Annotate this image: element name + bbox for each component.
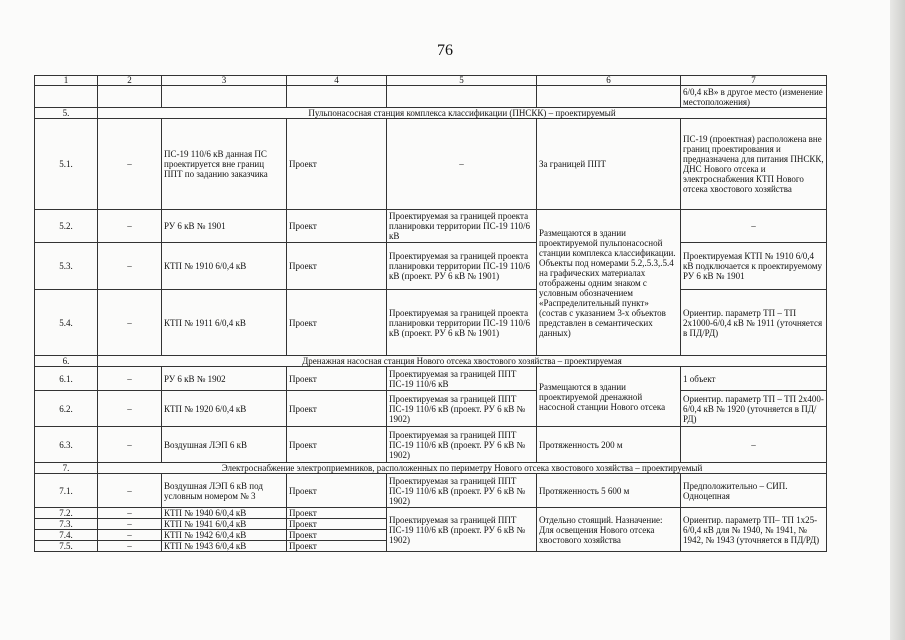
row-number: 7.1. bbox=[35, 474, 98, 508]
table-cell: Проектируемая за границей ППТ ПС-19 110/6 кВ bbox=[387, 367, 537, 391]
section-number: 5. bbox=[35, 108, 98, 119]
objects-table bbox=[34, 75, 827, 552]
table-row bbox=[35, 86, 827, 108]
table-row bbox=[35, 290, 827, 356]
table-cell: – bbox=[98, 119, 162, 210]
table-cell: Протяженность 5 600 м bbox=[537, 474, 681, 508]
table-cell: – bbox=[98, 391, 162, 427]
row-number: 5.1. bbox=[35, 119, 98, 210]
table-cell: Проект bbox=[287, 519, 387, 530]
table-cell: – bbox=[98, 508, 162, 519]
table-cell: Проектируемая за границей проекта планировки территории ПС-19 110/6 кВ (проект. РУ 6 кВ № 1901) bbox=[387, 290, 537, 356]
table-cell: Воздушная ЛЭП 6 кВ bbox=[162, 427, 287, 463]
table-cell: – bbox=[98, 530, 162, 541]
table-cell: Проект bbox=[287, 290, 387, 356]
page-number: 76 bbox=[437, 42, 453, 59]
table-cell: КТП № 1941 6/0,4 кВ bbox=[162, 519, 287, 530]
table-cell: Проект bbox=[287, 243, 387, 290]
table-cell: – bbox=[98, 519, 162, 530]
section-number: 6. bbox=[35, 356, 98, 367]
table-row bbox=[35, 367, 827, 391]
table-cell: Проект bbox=[287, 530, 387, 541]
table-cell: Проект bbox=[287, 391, 387, 427]
row-number: 5.3. bbox=[35, 243, 98, 290]
table-cell: – bbox=[681, 210, 827, 243]
table-cell: РУ 6 кВ № 1901 bbox=[162, 210, 287, 243]
table-cell: – bbox=[98, 367, 162, 391]
table-cell: Проект bbox=[287, 210, 387, 243]
table-cell: Размещаются в здании проектируемой пульпонасосной станции комплекса классификации. Объекты под номерами 5.2,.5.3,.5.4 на графических материалах отображены одним знаком с условным обозначением «Распределительный пункт» (состав с указанием 3-х объектов представлен в семантических данных) bbox=[537, 210, 681, 356]
table-cell: Проектируемая за границей ППТ ПС-19 110/6 кВ (проект. РУ 6 кВ № 1902) bbox=[387, 508, 537, 552]
table-cell: Размещаются в здании проектируемой дренажной насосной станции Нового отсека bbox=[537, 367, 681, 427]
table-cell: – bbox=[98, 541, 162, 552]
row-number: 6.3. bbox=[35, 427, 98, 463]
table-cell: Проектируемая за границей проекта планировки территории ПС-19 110/6 кВ (проект. РУ 6 кВ № 1901) bbox=[387, 243, 537, 290]
table-cell: Отдельно стоящий. Назначение: Для освещения Нового отсека хвостового хозяйства bbox=[537, 508, 681, 552]
table-row bbox=[35, 508, 827, 519]
table-cell: Проектируемая за границей ППТ ПС-19 110/6 кВ (проект. РУ 6 кВ № 1902) bbox=[387, 427, 537, 463]
table-cell: Проект bbox=[287, 367, 387, 391]
table-cell: Проект bbox=[287, 427, 387, 463]
table-cell: ПС-19 (проектная) расположена вне границ проектирования и предназначена для питания ПНСКК, ДНС Нового отсека и электроснабжения КТП Нового отсека хвостового хозяйства bbox=[681, 119, 827, 210]
table-cell: Ориентир. параметр ТП– ТП 1х25-6/0,4 кВ для № 1940, № 1941, № 1942, № 1943 (уточняется в ПД/РД) bbox=[681, 508, 827, 552]
table-cell: 6/0,4 кВ» в другое место (изменение местоположения) bbox=[681, 86, 827, 108]
table-cell: Ориентир. параметр ТП – ТП 2х400-6/0,4 кВ № 1920 (уточняется в ПД/РД) bbox=[681, 391, 827, 427]
table-cell: Проектируемая КТП № 1910 6/0,4 кВ подключается к проектируемому РУ 6 кВ № 1901 bbox=[681, 243, 827, 290]
row-number: 5.2. bbox=[35, 210, 98, 243]
row-number: 7.2. bbox=[35, 508, 98, 519]
section-row bbox=[35, 463, 827, 474]
header-cell: 2 bbox=[98, 76, 162, 86]
table-cell: Воздушная ЛЭП 6 кВ под условным номером № 3 bbox=[162, 474, 287, 508]
table-cell: Проект bbox=[287, 119, 387, 210]
table-cell: КТП № 1940 6/0,4 кВ bbox=[162, 508, 287, 519]
header-cell: 1 bbox=[35, 76, 98, 86]
table-cell: – bbox=[98, 290, 162, 356]
row-number: 7.4. bbox=[35, 530, 98, 541]
table-cell: – bbox=[387, 119, 537, 210]
table-cell: РУ 6 кВ № 1902 bbox=[162, 367, 287, 391]
table-cell: Протяженность 200 м bbox=[537, 427, 681, 463]
table-cell: Проектируемая за границей проекта планировки территории ПС-19 110/6 кВ bbox=[387, 210, 537, 243]
header-cell: 6 bbox=[537, 76, 681, 86]
table-cell: КТП № 1911 6/0,4 кВ bbox=[162, 290, 287, 356]
table-header-row bbox=[35, 76, 827, 86]
table-cell: Проектируемая за границей ППТ ПС-19 110/6 кВ (проект. РУ 6 кВ № 1902) bbox=[387, 391, 537, 427]
row-number: 7.5. bbox=[35, 541, 98, 552]
row-number: 6.1. bbox=[35, 367, 98, 391]
table-cell: – bbox=[98, 427, 162, 463]
table-row bbox=[35, 119, 827, 210]
section-number: 7. bbox=[35, 463, 98, 474]
table-cell: КТП № 1910 6/0,4 кВ bbox=[162, 243, 287, 290]
table-cell: Проект bbox=[287, 541, 387, 552]
table-row bbox=[35, 391, 827, 427]
section-row bbox=[35, 356, 827, 367]
section-row bbox=[35, 108, 827, 119]
table-cell: ПС-19 110/6 кВ данная ПС проектируется вне границ ППТ по заданию заказчика bbox=[162, 119, 287, 210]
table-cell: – bbox=[98, 243, 162, 290]
table-cell: КТП № 1943 6/0,4 кВ bbox=[162, 541, 287, 552]
table-cell: Ориентир. параметр ТП – ТП 2х1000-6/0,4 кВ № 1911 (уточняется в ПД/РД) bbox=[681, 290, 827, 356]
header-cell: 5 bbox=[387, 76, 537, 86]
table-cell: 1 объект bbox=[681, 367, 827, 391]
row-number: 7.3. bbox=[35, 519, 98, 530]
section-title: Электроснабжение электроприемников, расположенных по периметру Нового отсека хвостового хозяйства – проектируемый bbox=[98, 463, 827, 474]
page-edge bbox=[890, 0, 905, 640]
header-cell: 3 bbox=[162, 76, 287, 86]
section-title: Пульпонасосная станция комплекса классификации (ПНСКК) – проектируемый bbox=[98, 108, 827, 119]
table-row bbox=[35, 243, 827, 290]
table-cell: – bbox=[98, 210, 162, 243]
table-cell: Проектируемая за границей ППТ ПС-19 110/6 кВ (проект. РУ 6 кВ № 1902) bbox=[387, 474, 537, 508]
header-cell: 7 bbox=[681, 76, 827, 86]
table-cell: За границей ППТ bbox=[537, 119, 681, 210]
table-cell: Проект bbox=[287, 508, 387, 519]
table-row bbox=[35, 474, 827, 508]
row-number: 6.2. bbox=[35, 391, 98, 427]
table-cell: – bbox=[681, 427, 827, 463]
table-cell: – bbox=[98, 474, 162, 508]
table-row bbox=[35, 210, 827, 243]
table-cell: КТП № 1942 6/0,4 кВ bbox=[162, 530, 287, 541]
section-title: Дренажная насосная станция Нового отсека хвостового хозяйства – проектируемая bbox=[98, 356, 827, 367]
row-number: 5.4. bbox=[35, 290, 98, 356]
table-cell: КТП № 1920 6/0,4 кВ bbox=[162, 391, 287, 427]
header-cell: 4 bbox=[287, 76, 387, 86]
table-cell: Проект bbox=[287, 474, 387, 508]
table-row bbox=[35, 427, 827, 463]
table-cell: Предположительно – СИП. Одноцепная bbox=[681, 474, 827, 508]
